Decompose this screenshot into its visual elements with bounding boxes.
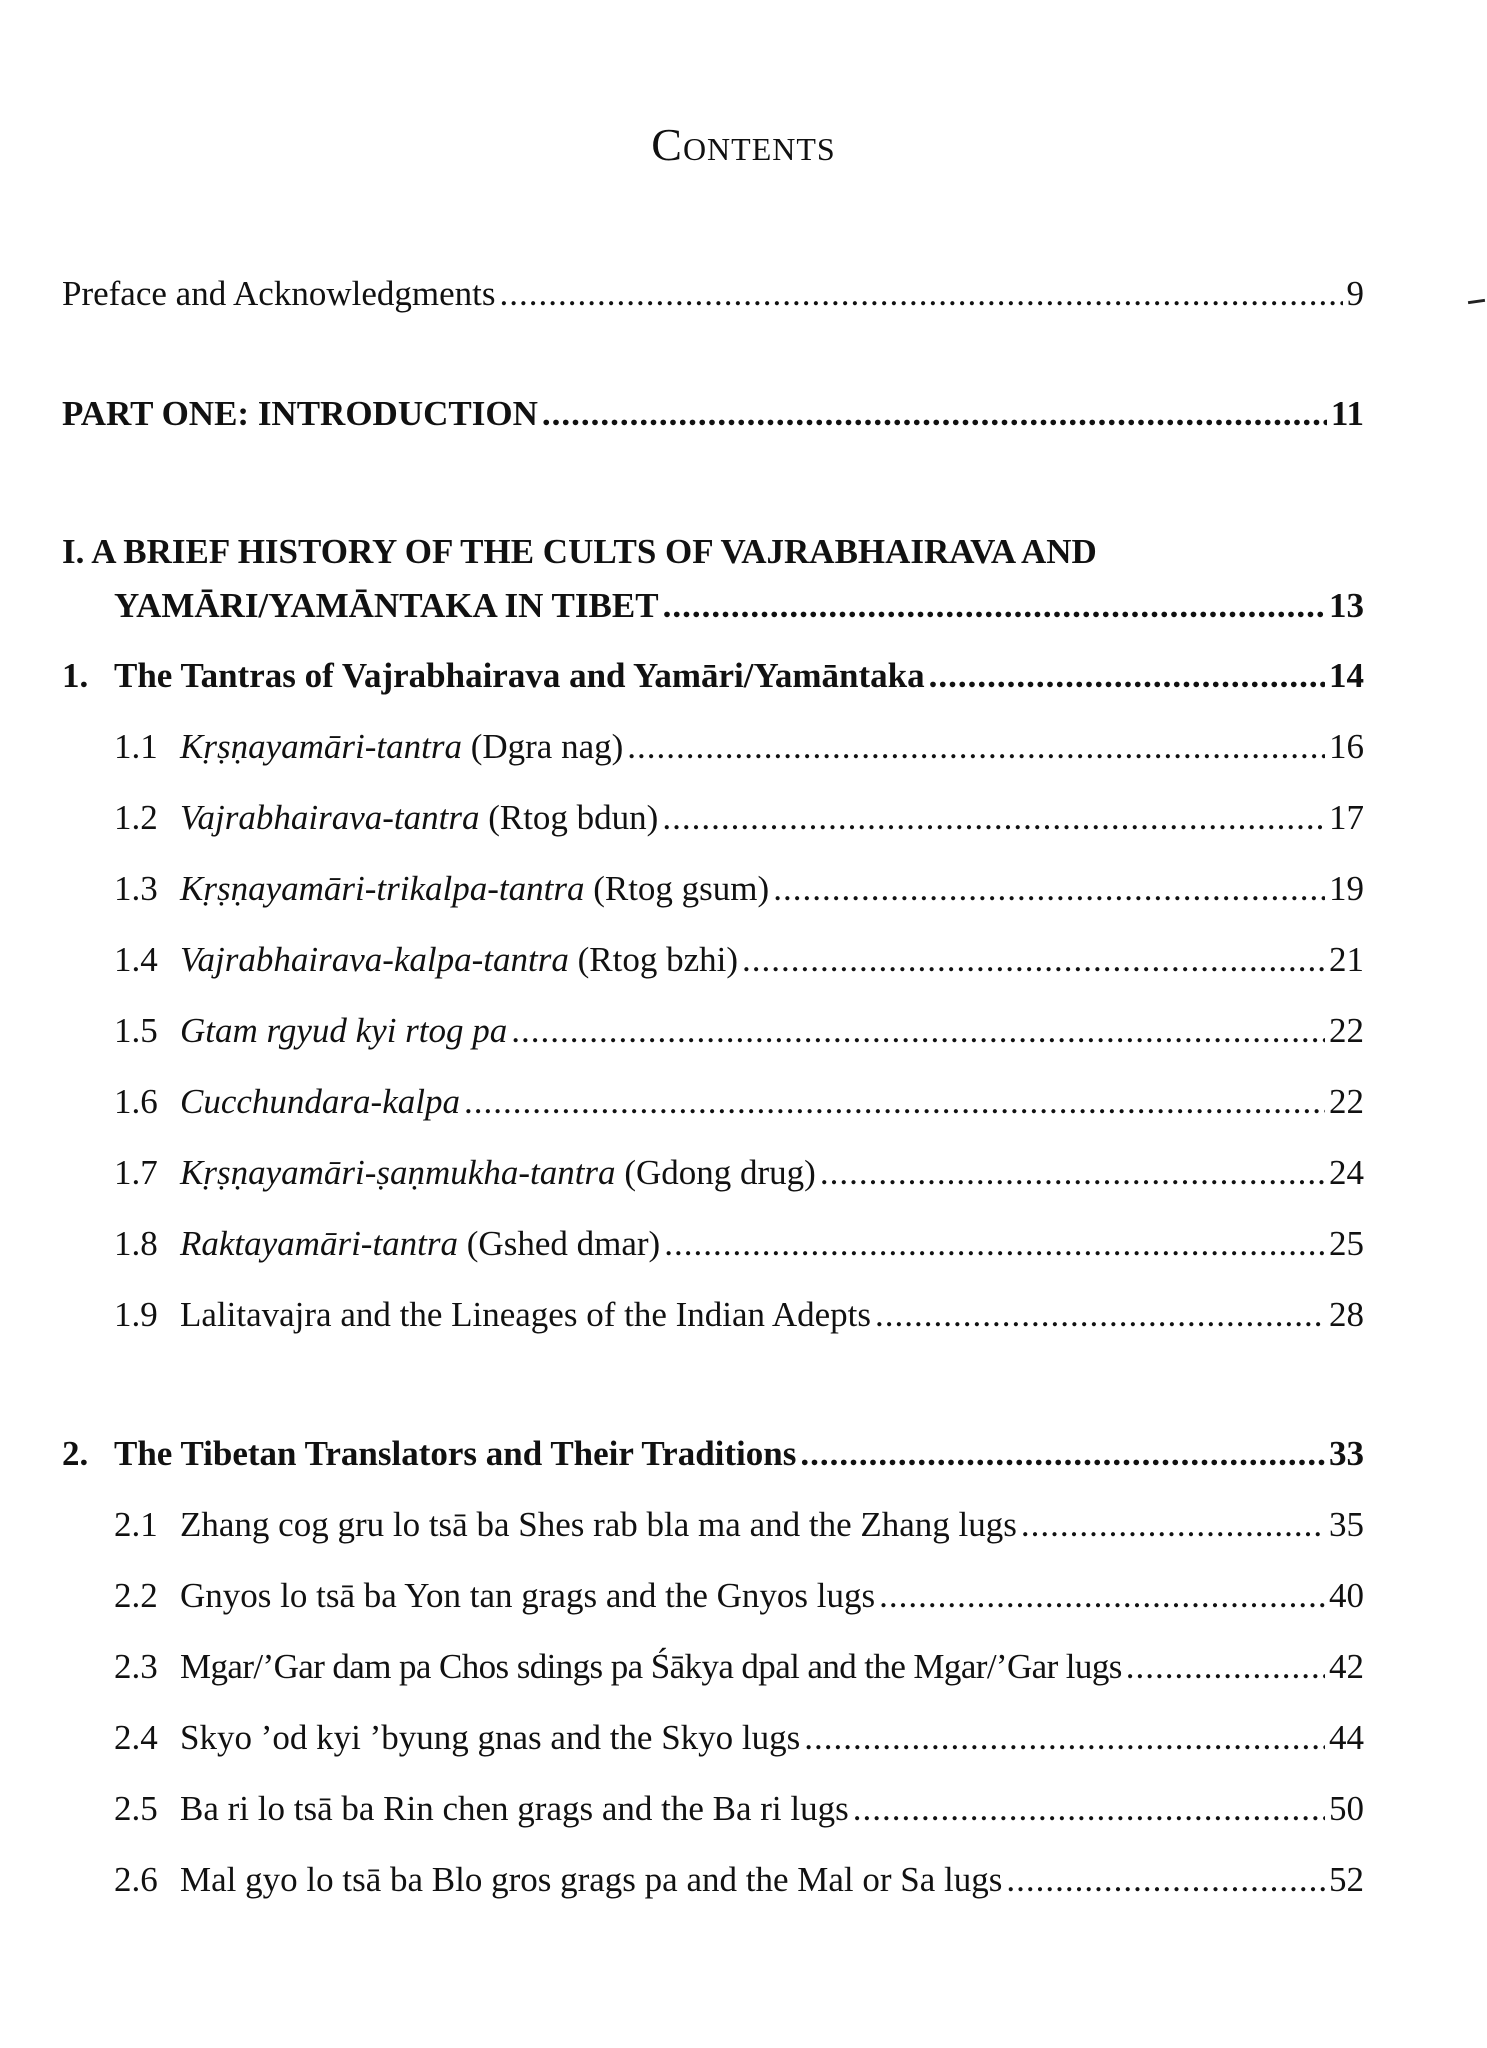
entry-page: 11	[1330, 394, 1364, 433]
entry-text	[180, 1222, 660, 1266]
toc-entry-preface[interactable]	[62, 272, 1364, 316]
entry-title-italic: Kṛṣṇayamāri-trikalpa-tantra	[180, 869, 585, 908]
leader-dots	[804, 1716, 1325, 1760]
entry-number: 1.6	[114, 1082, 158, 1121]
leader-dots	[464, 1080, 1325, 1124]
entry-page: 24	[1329, 1153, 1364, 1192]
entry-number: 2.	[62, 1434, 89, 1473]
toc-entry-2-3[interactable]	[114, 1645, 1364, 1689]
entry-text: Mgar/’Gar dam pa Chos sdings pa Śākya dpal and the Mgar/’Gar lugs	[180, 1647, 1122, 1686]
entry-title-italic: Cucchundara-kalpa	[180, 1082, 460, 1121]
toc-entry-part-one[interactable]	[62, 392, 1364, 436]
entry-title-italic: Kṛṣṇayamāri-ṣaṇmukha-tantra	[180, 1153, 616, 1192]
entry-number: 2.6	[114, 1860, 158, 1899]
entry-page: 44	[1329, 1718, 1364, 1757]
entry-text: Preface and Acknowledgments	[62, 274, 496, 313]
toc-entry-2-6[interactable]	[114, 1858, 1364, 1902]
entry-number: 2.1	[114, 1505, 158, 1544]
toc-entry-chapter-1[interactable]	[114, 584, 1364, 628]
leader-dots	[1006, 1858, 1325, 1902]
entry-text	[180, 867, 769, 911]
toc-entry-2-4[interactable]	[114, 1716, 1364, 1760]
entry-number: 1.7	[114, 1153, 158, 1192]
entry-text	[180, 1080, 460, 1124]
entry-number: 2.2	[114, 1576, 158, 1615]
entry-text: YAMĀRI/YAMĀNTAKA IN TIBET	[114, 586, 659, 625]
leader-dots	[1126, 1645, 1325, 1689]
entry-page: 9	[1346, 274, 1364, 313]
leader-dots	[511, 1009, 1325, 1053]
entry-title-rest: Lalitavajra and the Lineages of the Indian Adepts	[180, 1295, 871, 1334]
leader-dots	[879, 1574, 1325, 1618]
entry-number: 1.1	[114, 727, 158, 766]
margin-mark	[1468, 299, 1485, 304]
entry-title-italic: Gtam rgyud kyi rtog pa	[180, 1011, 508, 1050]
entry-title-italic: Raktayamāri-tantra	[180, 1224, 459, 1263]
entry-number: 2.5	[114, 1789, 158, 1828]
entry-text	[180, 938, 738, 982]
entry-page: 16	[1329, 727, 1364, 766]
leader-dots	[499, 272, 1342, 316]
entry-text	[180, 796, 658, 840]
entry-number: 1.9	[114, 1295, 158, 1334]
entry-title-rest: (Rtog gsum)	[584, 869, 770, 908]
entry-title-rest: (Gdong drug)	[615, 1153, 816, 1192]
entry-page: 22	[1329, 1082, 1364, 1121]
toc-entry-1-3[interactable]	[114, 867, 1364, 911]
entry-page: 50	[1329, 1789, 1364, 1828]
leader-dots	[853, 1787, 1325, 1831]
entry-page: 25	[1329, 1224, 1364, 1263]
toc-entry-1-8[interactable]	[114, 1222, 1364, 1266]
entry-text	[180, 1293, 871, 1337]
entry-page: 17	[1329, 798, 1364, 837]
entry-title-rest: (Dgra nag)	[461, 727, 624, 766]
toc-entry-2-2[interactable]	[114, 1574, 1364, 1618]
leader-dots	[542, 392, 1327, 436]
entry-text: Mal gyo lo tsā ba Blo gros grags pa and the Mal or Sa lugs	[180, 1860, 1003, 1899]
entry-text: The Tibetan Translators and Their Traditions	[114, 1434, 797, 1473]
page-title: Contents	[651, 119, 836, 170]
entry-page: 35	[1329, 1505, 1364, 1544]
entry-page: 21	[1329, 940, 1364, 979]
entry-number: 1.5	[114, 1011, 158, 1050]
toc-entry-2-1[interactable]	[114, 1503, 1364, 1547]
entry-page: 52	[1329, 1860, 1364, 1899]
entry-page: 28	[1329, 1295, 1364, 1334]
leader-dots	[627, 725, 1325, 769]
chapter-heading-line1: I. A BRIEF HISTORY OF THE CULTS OF VAJRABHAIRAVA AND	[62, 532, 1097, 571]
toc-entry-2-5[interactable]	[114, 1787, 1364, 1831]
entry-page: 14	[1329, 656, 1364, 695]
entry-text	[180, 1009, 507, 1053]
leader-dots	[773, 867, 1325, 911]
entry-title-italic: Vajrabhairava-tantra	[180, 798, 480, 837]
entry-title-rest: (Rtog bzhi)	[568, 940, 739, 979]
entry-title-italic: Vajrabhairava-kalpa-tantra	[180, 940, 569, 979]
entry-text	[180, 725, 623, 769]
entry-number: 1.4	[114, 940, 158, 979]
entry-number: 1.3	[114, 869, 158, 908]
leader-dots	[875, 1293, 1325, 1337]
toc-entry-1-5[interactable]	[114, 1009, 1364, 1053]
toc-entry-1-4[interactable]	[114, 938, 1364, 982]
entry-number: 1.8	[114, 1224, 158, 1263]
entry-page: 13	[1329, 586, 1364, 625]
leader-dots	[742, 938, 1325, 982]
toc-entry-1-6[interactable]	[114, 1080, 1364, 1124]
leader-dots	[820, 1151, 1325, 1195]
entry-page: 19	[1329, 869, 1364, 908]
entry-text: Ba ri lo tsā ba Rin chen grags and the Ba ri lugs	[180, 1789, 849, 1828]
entry-text: Zhang cog gru lo tsā ba Shes rab bla ma and the Zhang lugs	[180, 1505, 1017, 1544]
entry-text: PART ONE: INTRODUCTION	[62, 394, 538, 433]
entry-number: 2.3	[114, 1647, 158, 1686]
leader-dots	[662, 796, 1325, 840]
entry-text: The Tantras of Vajrabhairava and Yamāri/Yamāntaka	[114, 656, 925, 695]
leader-dots	[663, 584, 1325, 628]
leader-dots	[1021, 1503, 1325, 1547]
entry-page: 40	[1329, 1576, 1364, 1615]
toc-entry-1-1[interactable]	[114, 725, 1364, 769]
entry-text: Skyo ’od kyi ’byung gnas and the Skyo lugs	[180, 1718, 801, 1757]
entry-page: 33	[1329, 1434, 1364, 1473]
entry-text: Gnyos lo tsā ba Yon tan grags and the Gnyos lugs	[180, 1576, 876, 1615]
toc-entry-1-2[interactable]	[114, 796, 1364, 840]
toc-entry-1-7[interactable]	[114, 1151, 1364, 1195]
leader-dots	[929, 654, 1325, 698]
leader-dots	[664, 1222, 1325, 1266]
entry-title-rest: (Gshed dmar)	[458, 1224, 661, 1263]
leader-dots	[800, 1432, 1325, 1476]
entry-page: 22	[1329, 1011, 1364, 1050]
entry-number: 1.	[62, 656, 89, 695]
entry-text	[180, 1151, 816, 1195]
entry-title-italic: Kṛṣṇayamāri-tantra	[180, 727, 462, 766]
entry-number: 2.4	[114, 1718, 158, 1757]
toc-entry-section-2[interactable]	[62, 1432, 1364, 1476]
toc-entry-1-9[interactable]	[114, 1293, 1364, 1337]
entry-title-rest: (Rtog bdun)	[479, 798, 659, 837]
entry-number: 1.2	[114, 798, 158, 837]
entry-page: 42	[1329, 1647, 1364, 1686]
toc-entry-section-1[interactable]	[62, 654, 1364, 698]
